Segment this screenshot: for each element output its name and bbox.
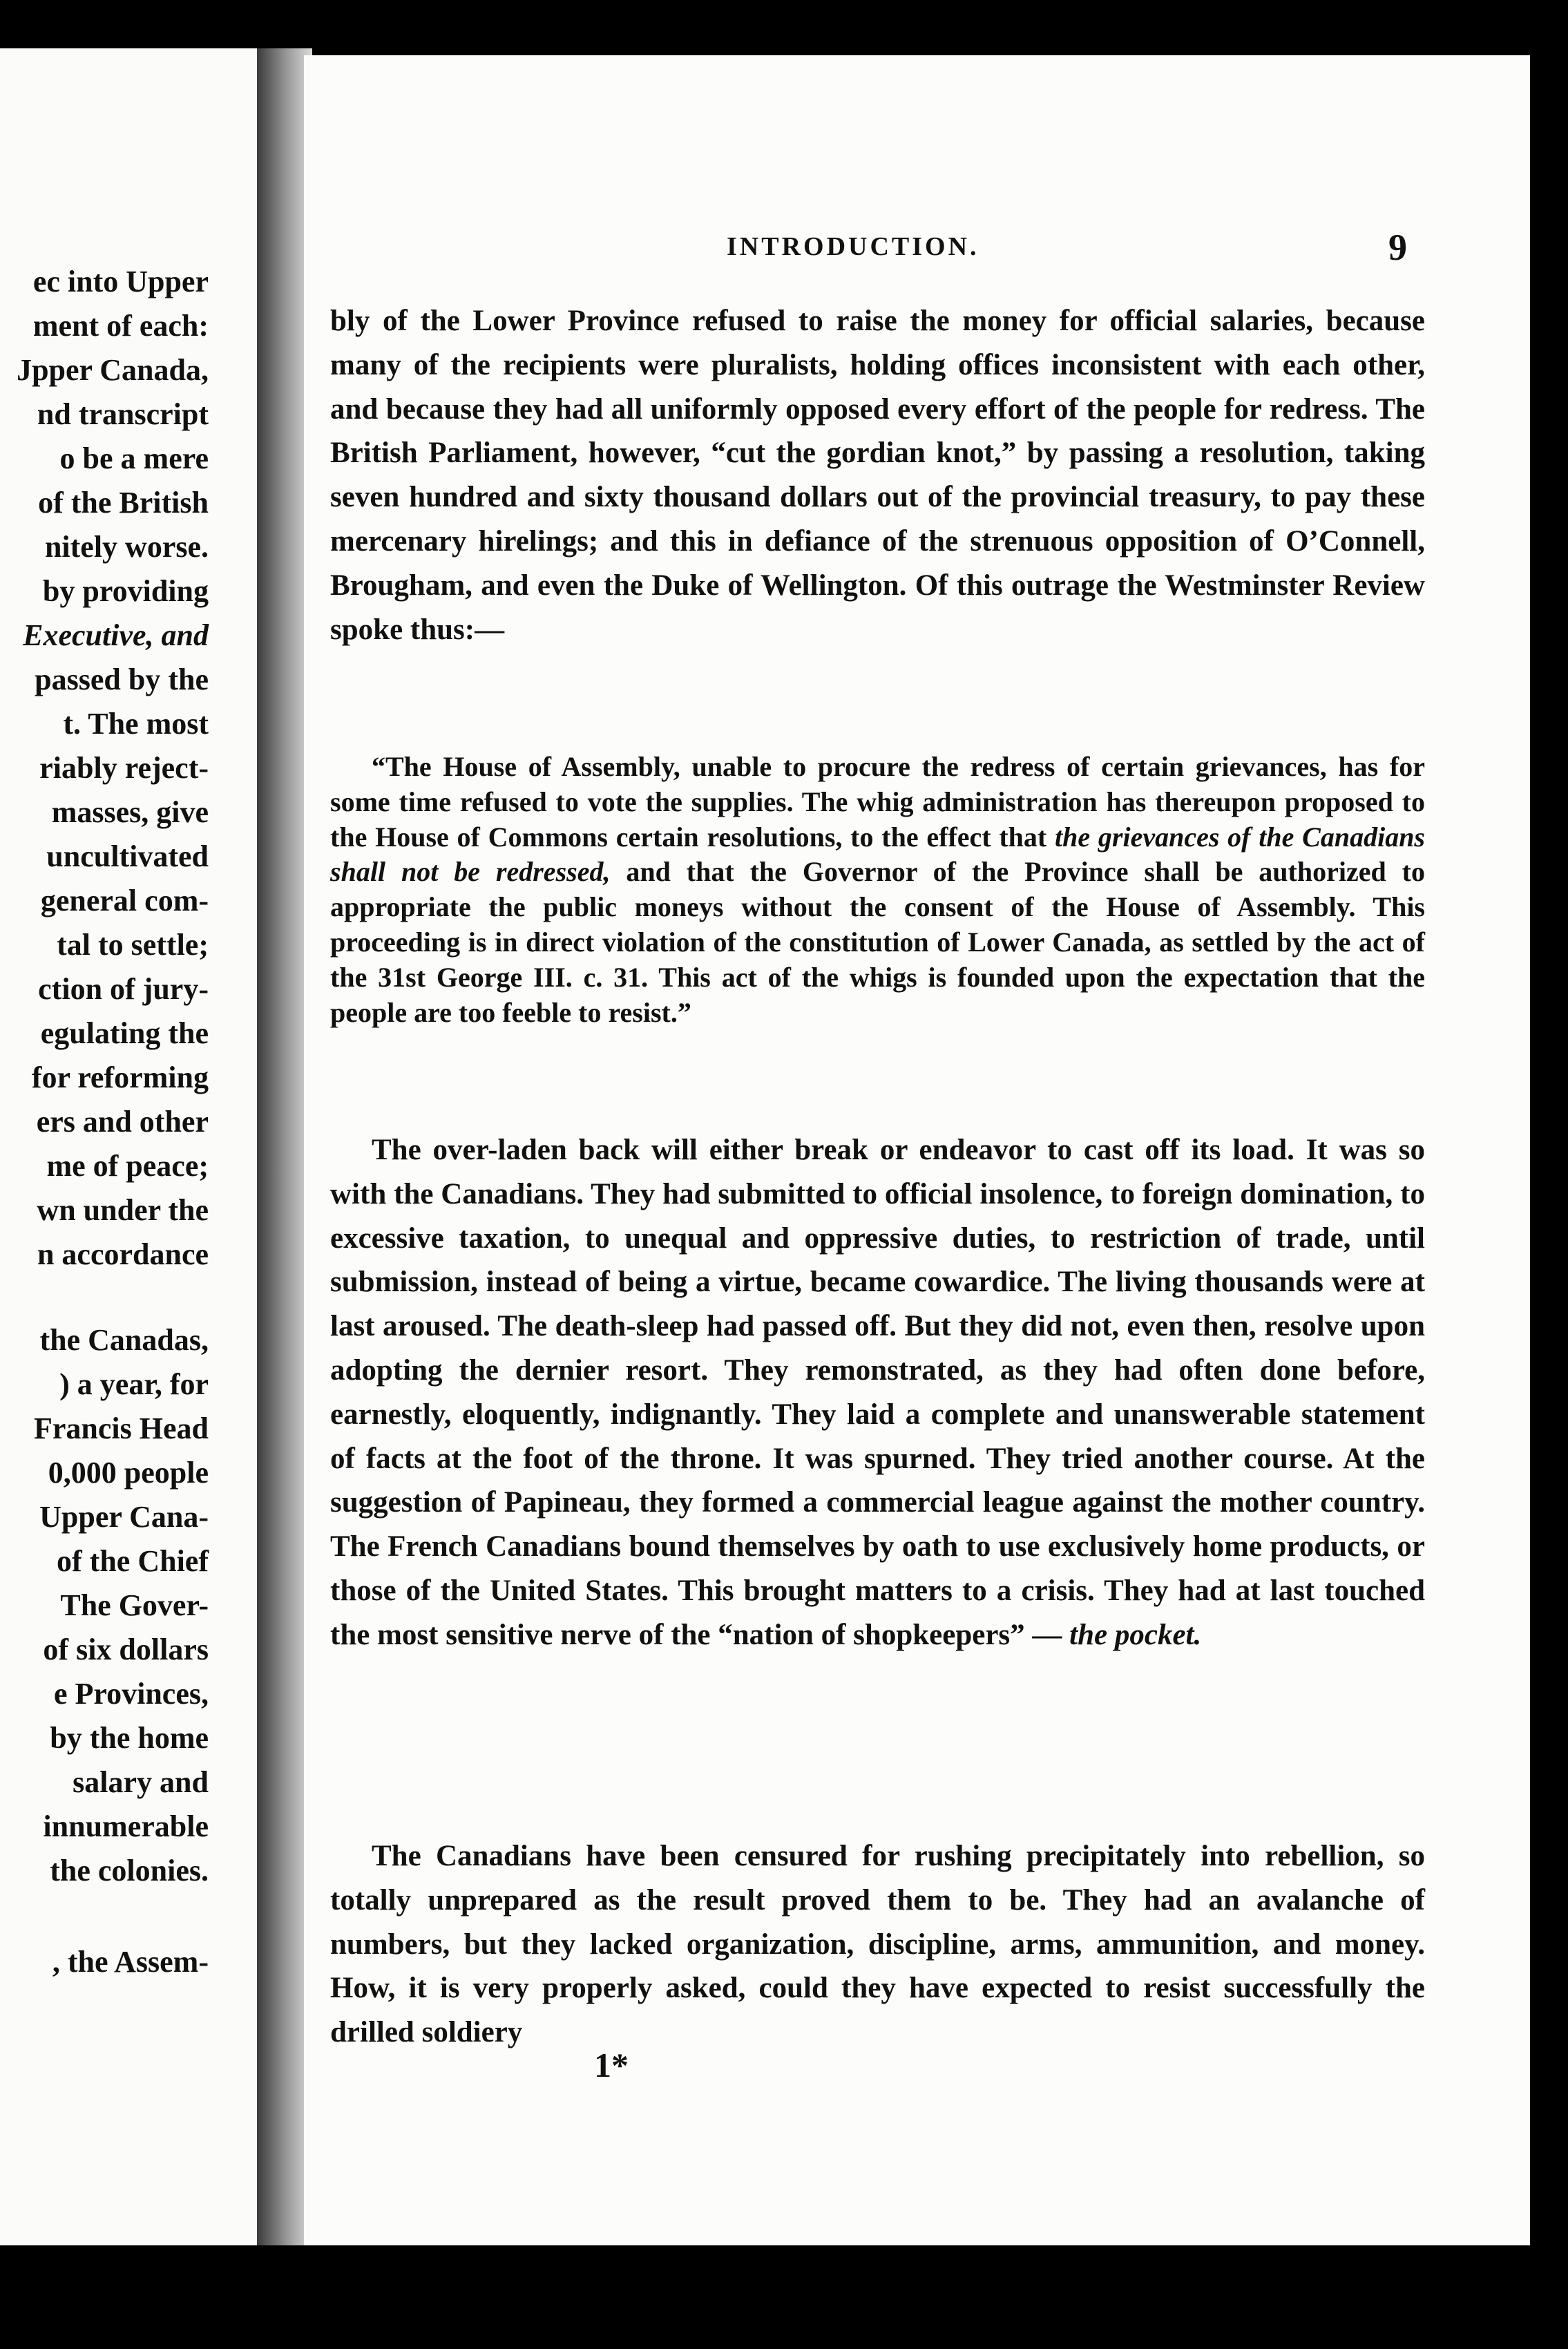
left-page-line: of the British <box>38 486 209 520</box>
quote-text-1: “The House of Assembly, unable to procure the redress of certain grievances, has for some time refused to vote the supplies. The whig administration has thereupon proposed to the House of Commons certain resolutions, to the effect that <box>330 751 1425 853</box>
left-page-line: uncultivated <box>46 839 209 873</box>
page-number: 9 <box>1388 227 1407 268</box>
left-page-line: t. The most <box>63 707 209 741</box>
left-page-line: salary and <box>73 1765 209 1799</box>
signature-mark: 1* <box>594 2046 629 2084</box>
quote-text-2: and that the Governor of the Province shall be authorized to appropriate the public moneys without the consent of the House of Assembly. This proceeding is in direct violation of the constitution of Lower Canada, as settled by the act of the 31st George III. c. 31. This act of the whigs is founded upon the expectation that the people are too feeble to resist.” <box>330 856 1425 1028</box>
left-page-line: for reforming <box>31 1061 209 1094</box>
left-page-line: The Gover- <box>60 1588 209 1622</box>
left-page-line: Jpper Canada, <box>17 353 209 387</box>
left-page-line: the colonies. <box>50 1854 209 1887</box>
left-page-line: innumerable <box>43 1809 209 1843</box>
left-page-line: ) a year, for <box>59 1367 209 1401</box>
left-page-line: by the home <box>50 1721 209 1755</box>
left-page-line: me of peace; <box>46 1149 209 1183</box>
left-page-line: e Provinces, <box>53 1677 209 1711</box>
left-page-line: general com- <box>40 884 209 917</box>
left-page <box>0 48 262 2245</box>
left-page-line: ment of each: <box>32 309 209 343</box>
left-page-line: tal to settle; <box>57 928 209 962</box>
left-page-line: ers and other <box>36 1105 209 1139</box>
left-page-line: of six dollars <box>43 1633 209 1666</box>
left-page-line: Francis Head <box>34 1411 209 1445</box>
block-quote <box>330 750 1425 1030</box>
quote-italic: the grievances of the Canadians shall not be redressed, <box>330 821 1426 888</box>
left-page-line: 0,000 people <box>48 1456 209 1490</box>
left-page-line: riably reject- <box>39 751 209 785</box>
paragraph-2-text: The over-laden back will either break or endeavor to cast off its load. It was so with the Canadians. They had submitted to official insolence, to foreign domination, to excessive taxation, to unequal and oppressive duties, to restriction of trade, until submission, instead of being a virtue, became cowardice. The living thousands were at last aroused. The death-sleep had passed off. But they did not, even then, resolve upon adopting the dernier resort. They remonstrated, as they had often done before, earnestly, eloquently, indignantly. They laid a complete and unanswerable statement of facts at the foot of the throne. It was spurned. They tried another course. At the suggestion of Papineau, they formed a commercial league against the mother country. The French Canadians bound themselves by oath to use exclusively home products, or those of the United States. This brought matters to a crisis. They had at last touched the most sensitive nerve of the “nation of shopkeepers” — <box>330 1134 1425 1651</box>
paragraph-2-italic: the pocket. <box>1069 1618 1202 1651</box>
left-page-line: Executive, and <box>23 618 209 652</box>
left-page-line: ction of jury- <box>38 972 209 1006</box>
paragraph-1: bly of the Lower Province refused to raise the money for official salaries, because many of the recipients were pluralists, holding offices inconsistent with each other, and because they had all uniformly opposed every effort of the people for redress. The British Parliament, however, “cut the gordian knot,” by passing a resolution, taking seven hundred and sixty thousand dollars out of the provincial treasury, to pay these mercenary hirelings; and this in defiance of the strenuous opposition of O’Connell, Brougham, and even the Duke of Wellington. Of this outrage the Westminster Review spoke thus:— <box>330 305 1425 646</box>
left-page-line: the Canadas, <box>39 1323 209 1357</box>
left-page-line: wn under the <box>37 1193 209 1227</box>
left-page-line: nitely worse. <box>44 530 209 564</box>
left-page-line: n accordance <box>37 1237 209 1271</box>
running-head-title: INTRODUCTION. <box>727 232 979 261</box>
paragraph-3: The Canadians have been censured for rushing precipitately into rebellion, so totally unprepared as the result proved them to be. They had an avalanche of numbers, but they lacked organization, discipline, arms, ammunition, and money. How, it is very properly asked, could they have expected to resist successfully the drilled soldiery <box>330 1840 1425 2049</box>
left-page-line: egulating the <box>40 1016 209 1050</box>
paragraph-2 <box>330 1128 1425 1657</box>
left-page-line: ec into Upper <box>32 265 209 298</box>
left-page-line: of the Chief <box>57 1544 209 1578</box>
left-page-line: nd transcript <box>37 397 209 431</box>
running-head <box>304 227 1530 273</box>
left-page-line: o be a mere <box>59 441 209 475</box>
right-page <box>304 55 1530 2245</box>
left-page-line: by providing <box>42 574 209 608</box>
left-page-line: passed by the <box>35 663 209 696</box>
left-page-line: , the Assem- <box>52 1945 209 1979</box>
left-page-line: Upper Cana- <box>39 1500 209 1534</box>
left-page-line: masses, give <box>51 795 209 829</box>
